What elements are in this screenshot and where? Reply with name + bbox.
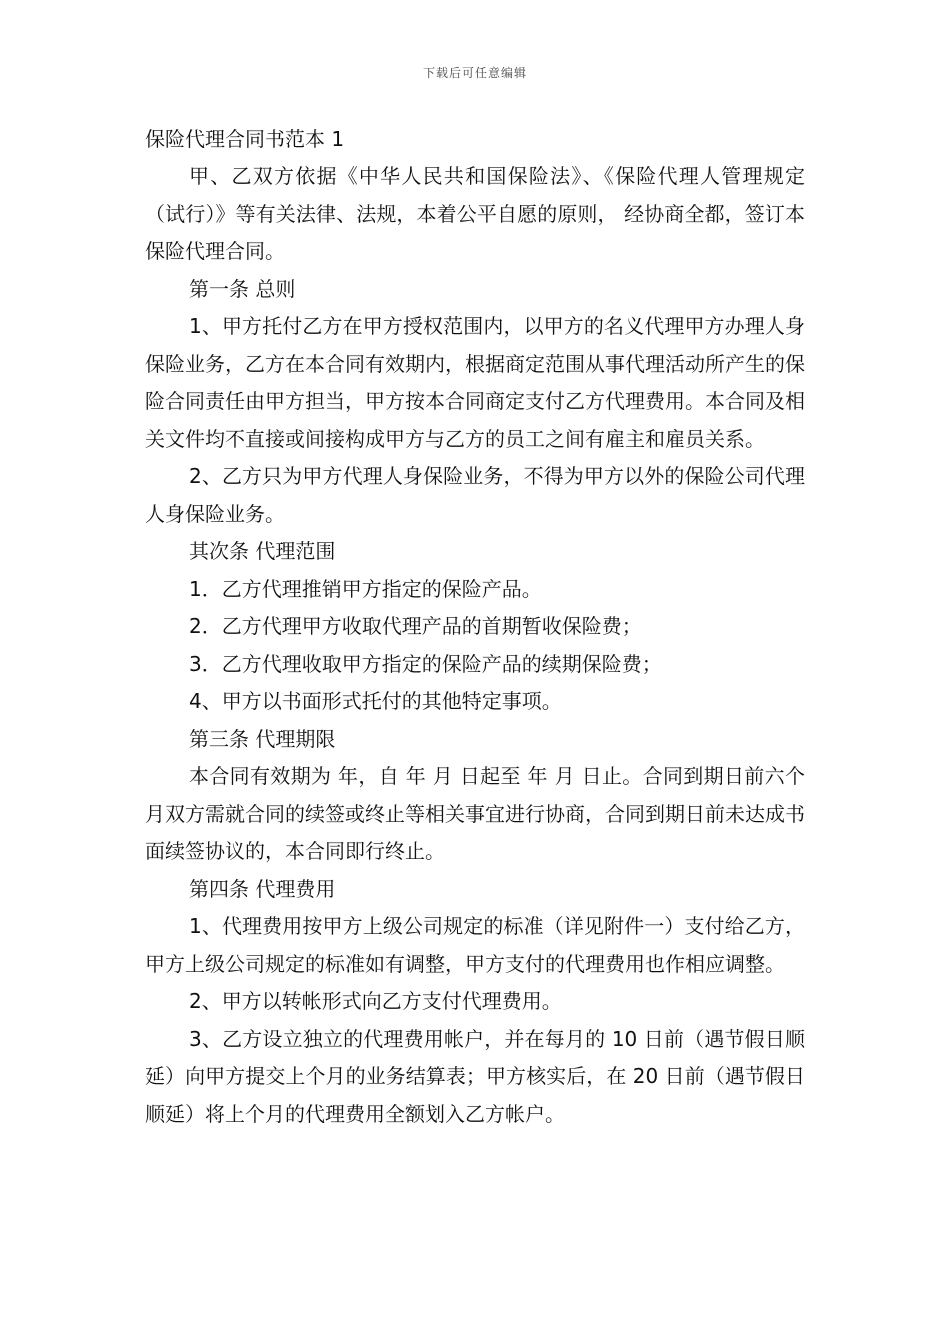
article-4-item-1: 1、代理费用按甲方上级公司规定的标准（详见附件一）支付给乙方，甲方上级公司规定的标准如有调整，甲方支付的代理费用也作相应调整。	[145, 914, 805, 976]
article-2-item-1: 1．乙方代理推销甲方指定的保险产品。	[189, 576, 542, 601]
article-2-heading: 其次条 代理范围	[189, 539, 336, 563]
article-1-heading: 第一条 总则	[189, 276, 296, 301]
article-2-item-4: 4、甲方以书面形式托付的其他特定事项。	[189, 689, 562, 713]
article-3-heading: 第三条 代理期限	[189, 726, 336, 751]
article-1-item-2: 2、乙方只为甲方代理人身保险业务，不得为甲方以外的保险公司代理人身保险业务。	[145, 464, 805, 526]
article-2-item-2: 2．乙方代理甲方收取代理产品的首期暂收保险费；	[189, 614, 642, 638]
article-4-item-3: 3、乙方设立独立的代理费用帐户，并在每月的 10 日前（遇节假日顺延）向甲方提交上个月的业务结算表；甲方核实后，在 20 日前（遇节假日顺延）将上个月的代理费用全额划入乙方帐户。	[145, 1026, 805, 1126]
article-3-item-1: 本合同有效期为 年，自 年 月 日起至 年 月 日止。合同到期日前六个月双方需就合同的续签或终止等相关事宜进行协商，合同到期日前未达成书面续签协议的，本合同即行终止。	[145, 764, 805, 863]
document-body	[145, 120, 805, 1133]
article-4-item-2: 2、甲方以转帐形式向乙方支付代理费用。	[189, 989, 562, 1013]
article-2-item-3: 3．乙方代理收取甲方指定的保险产品的续期保险费；	[189, 651, 662, 676]
intro-paragraph: 甲、乙双方依据《中华人民共和国保险法》、《保险代理人管理规定（试行）》等有关法律、法规，本着公平自愿的原则， 经协商全都，签订本保险代理合同。	[145, 164, 805, 263]
article-1-item-1: 1、甲方托付乙方在甲方授权范围内，以甲方的名义代理甲方办理人身保险业务，乙方在本合同有效期内，根据商定范围从事代理活动所产生的保险合同责任由甲方担当，甲方按本合同商定支付乙方代理费用。本合同及相关文件均不直接或间接构成甲方与乙方的员工之间有雇主和雇员关系。	[145, 314, 805, 451]
article-4-heading: 第四条 代理费用	[189, 876, 336, 901]
page-header: 下载后可任意编辑	[422, 66, 527, 80]
document-title: 保险代理合同书范本 1	[145, 127, 345, 151]
